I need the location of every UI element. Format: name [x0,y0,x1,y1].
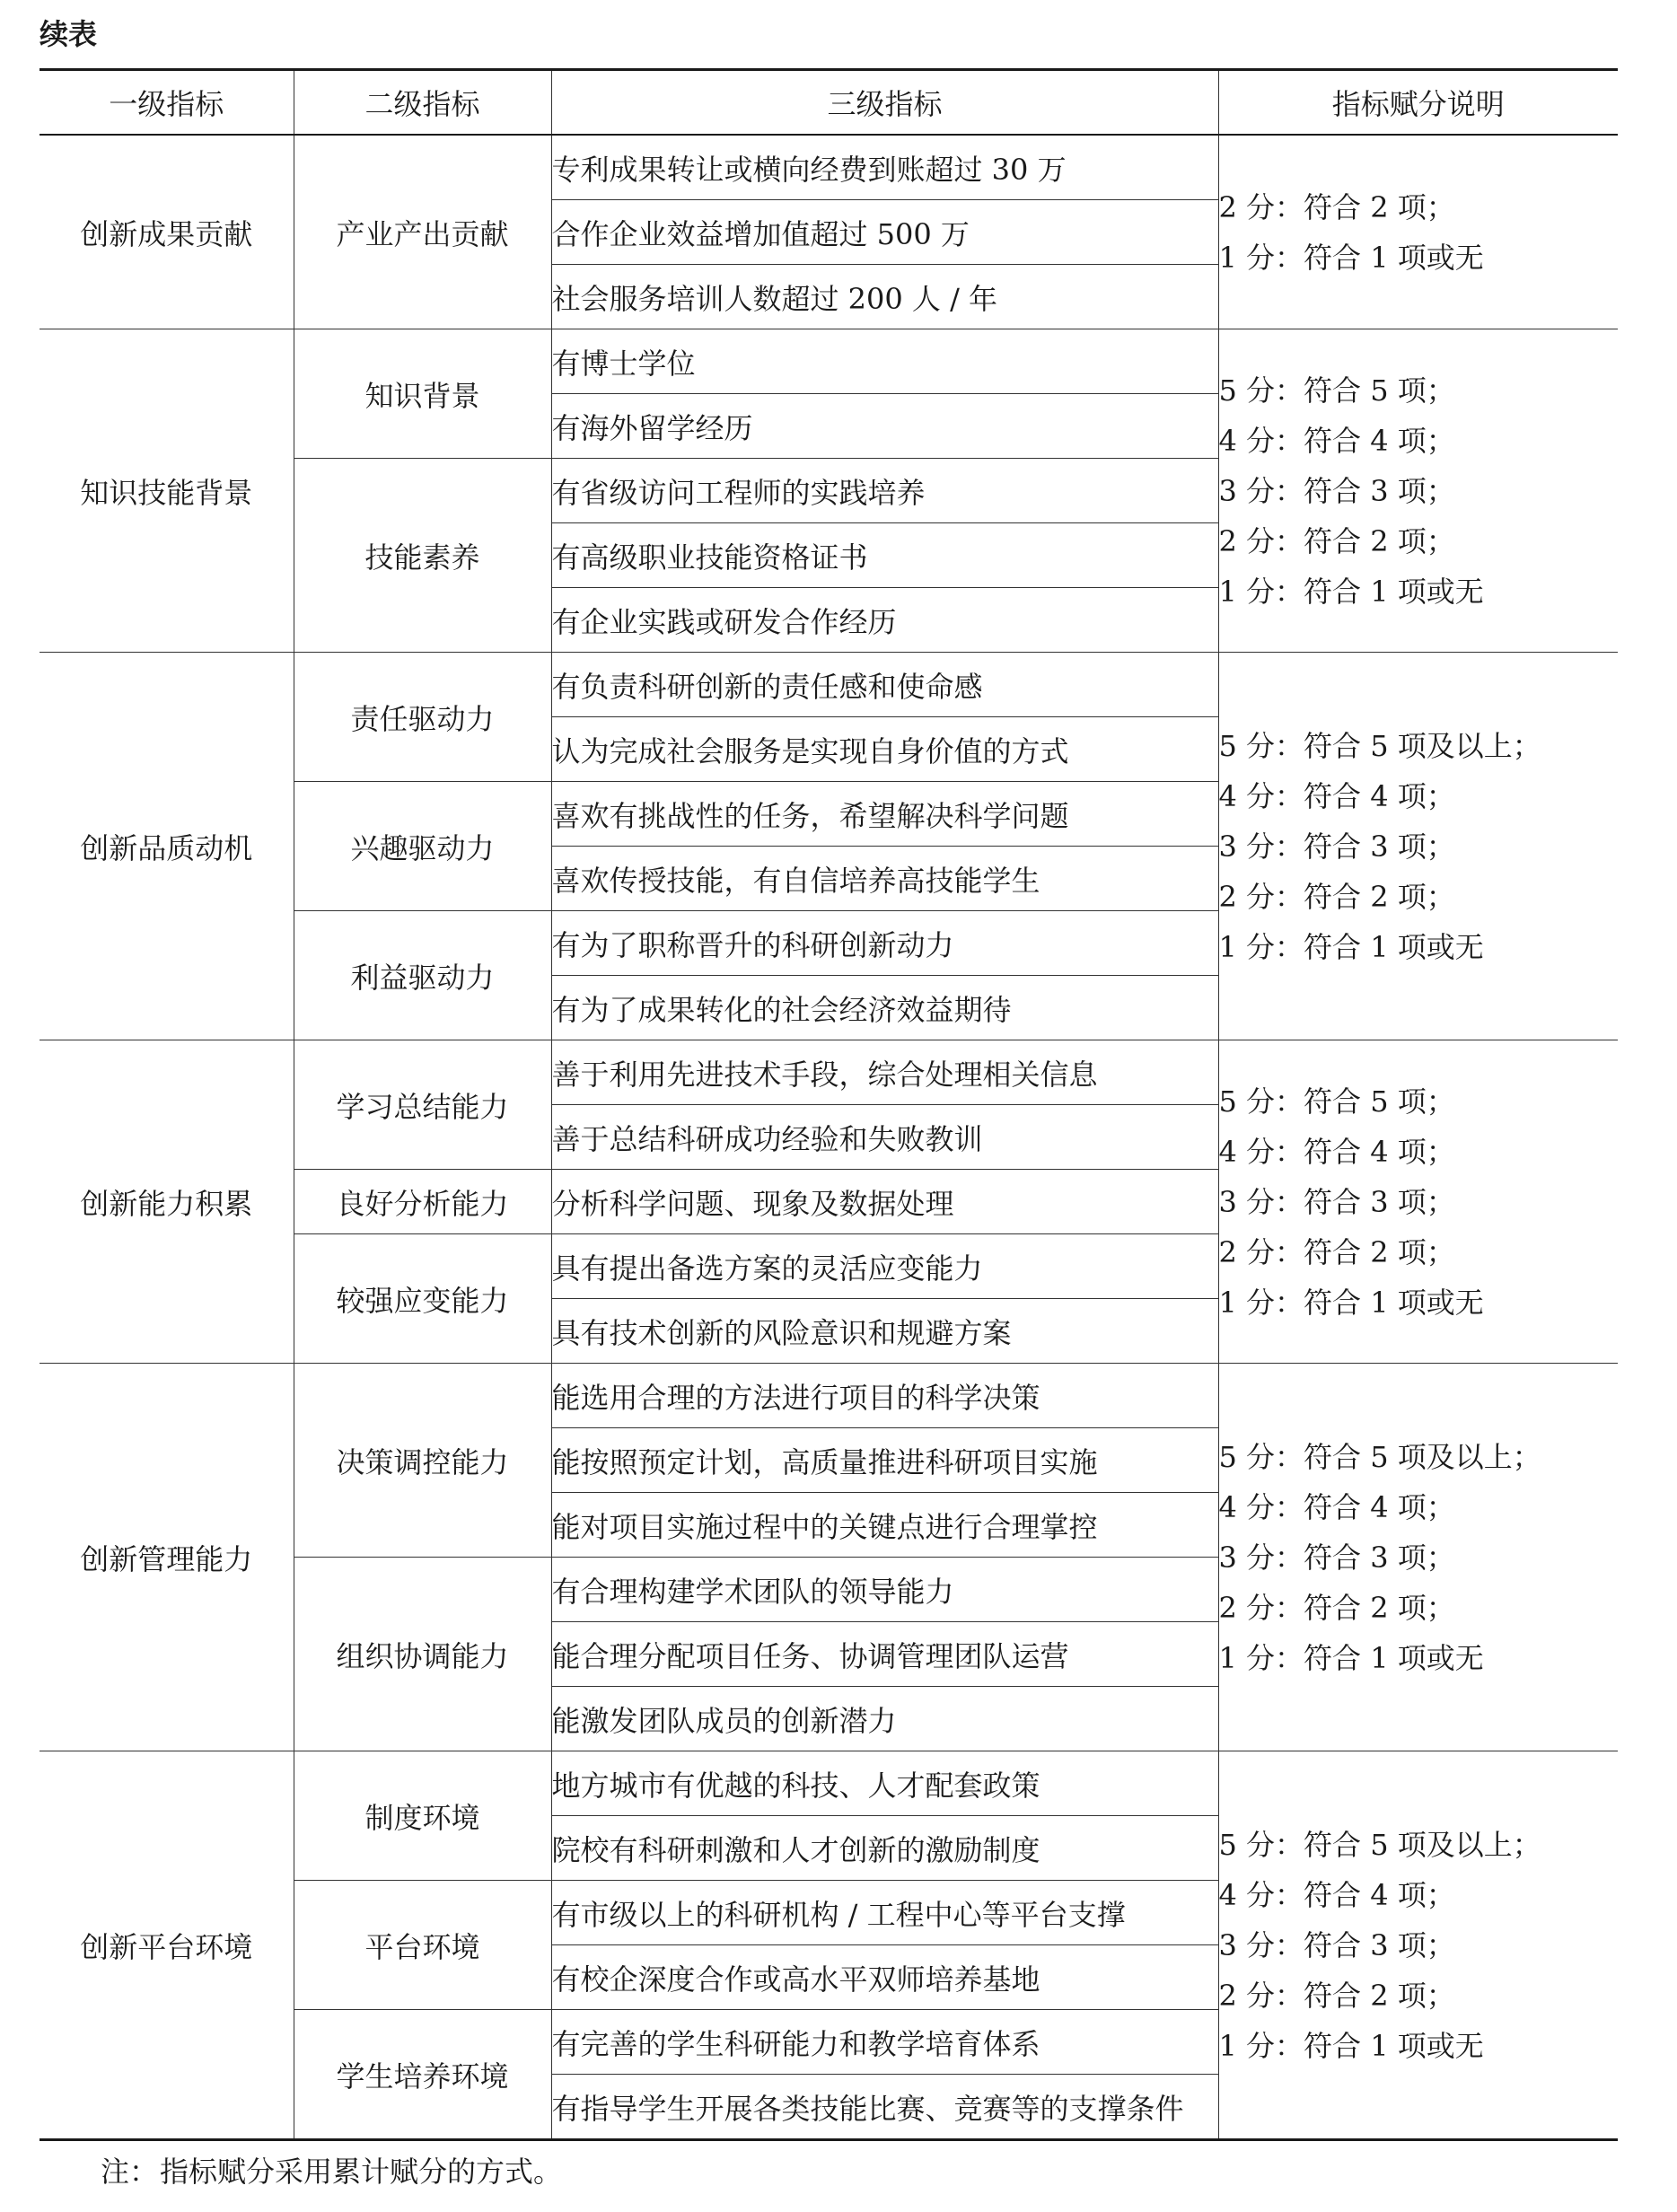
level2-indicator: 学习总结能力 [294,1040,551,1170]
level2-indicator: 良好分析能力 [294,1170,551,1234]
level2-indicator: 产业产出贡献 [294,135,551,329]
level3-indicator: 分析科学问题、现象及数据处理 [551,1170,1218,1234]
level2-indicator: 学生培养环境 [294,2010,551,2140]
scoring-line: 3 分：符合 3 项； [1218,1540,1455,1575]
scoring-line: 1 分：符合 1 项或无 [1218,240,1484,275]
level3-indicator: 专利成果转让或横向经费到账超过 30 万 [551,135,1218,200]
level3-indicator: 有省级访问工程师的实践培养 [551,459,1218,523]
header-level1: 一级指标 [40,70,294,136]
scoring-line: 2 分：符合 2 项； [1218,879,1455,914]
scoring-description [1218,135,1618,329]
scoring-line: 2 分：符合 2 项； [1218,1590,1455,1625]
level2-indicator: 较强应变能力 [294,1234,551,1364]
level2-indicator: 平台环境 [294,1881,551,2010]
header-level2: 二级指标 [294,70,551,136]
scoring-line: 4 分：符合 4 项； [1218,423,1455,458]
level2-indicator: 制度环境 [294,1751,551,1881]
level1-indicator: 创新成果贡献 [40,135,294,329]
table-row [40,653,1618,717]
scoring-line: 5 分：符合 5 项及以上； [1218,728,1541,763]
level3-indicator: 喜欢传授技能，有自信培养高技能学生 [551,847,1218,911]
scoring-line: 4 分：符合 4 项； [1218,1134,1455,1169]
level3-indicator: 能按照预定计划，高质量推进科研项目实施 [551,1428,1218,1493]
level3-indicator: 有校企深度合作或高水平双师培养基地 [551,1945,1218,2010]
level1-indicator: 创新平台环境 [40,1751,294,2140]
scoring-line: 3 分：符合 3 项； [1218,829,1455,864]
scoring-line: 2 分：符合 2 项； [1218,1978,1455,2013]
level3-indicator: 善于利用先进技术手段，综合处理相关信息 [551,1040,1218,1105]
level3-indicator: 有完善的学生科研能力和教学培育体系 [551,2010,1218,2075]
table-note [101,2149,562,2194]
header-level3: 三级指标 [551,70,1218,136]
scoring-line: 4 分：符合 4 项； [1218,778,1455,813]
level3-indicator: 社会服务培训人数超过 200 人 / 年 [551,265,1218,329]
level1-indicator: 创新能力积累 [40,1040,294,1364]
scoring-line: 2 分：符合 2 项； [1218,189,1455,224]
level1-indicator: 知识技能背景 [40,329,294,653]
table-row [40,1040,1618,1105]
table-caption: 续表 [40,17,98,51]
scoring-line: 1 分：符合 1 项或无 [1218,929,1484,964]
level3-indicator: 有指导学生开展各类技能比赛、竞赛等的支撑条件 [551,2075,1218,2140]
scoring-line: 3 分：符合 3 项； [1218,1184,1455,1219]
level3-indicator: 有高级职业技能资格证书 [551,523,1218,588]
level1-indicator: 创新管理能力 [40,1364,294,1751]
table-row [40,329,1618,394]
scoring-line: 5 分：符合 5 项； [1218,373,1455,408]
level3-indicator: 地方城市有优越的科技、人才配套政策 [551,1751,1218,1816]
scoring-description [1218,653,1618,1040]
scoring-line: 4 分：符合 4 项； [1218,1877,1455,1912]
scoring-description [1218,1364,1618,1751]
level3-indicator: 有负责科研创新的责任感和使命感 [551,653,1218,717]
table-row [40,1364,1618,1428]
scoring-line: 1 分：符合 1 项或无 [1218,1640,1484,1675]
level2-indicator: 兴趣驱动力 [294,782,551,911]
level3-indicator: 能激发团队成员的创新潜力 [551,1687,1218,1751]
level3-indicator: 能选用合理的方法进行项目的科学决策 [551,1364,1218,1428]
level3-indicator: 具有提出备选方案的灵活应变能力 [551,1234,1218,1299]
scoring-line: 5 分：符合 5 项； [1218,1084,1455,1119]
level3-indicator: 能合理分配项目任务、协调管理团队运营 [551,1622,1218,1687]
scoring-line: 3 分：符合 3 项； [1218,473,1455,508]
level2-indicator: 责任驱动力 [294,653,551,782]
header-scoring: 指标赋分说明 [1218,70,1618,136]
level3-indicator: 有合理构建学术团队的领导能力 [551,1558,1218,1622]
scoring-line: 1 分：符合 1 项或无 [1218,574,1484,609]
level2-indicator: 知识背景 [294,329,551,459]
level2-indicator: 技能素养 [294,459,551,653]
table-row [40,1751,1618,1816]
note-text: 指标赋分采用累计赋分的方式。 [160,2155,563,2189]
level2-indicator: 组织协调能力 [294,1558,551,1751]
scoring-line: 3 分：符合 3 项； [1218,1927,1455,1962]
level3-indicator: 能对项目实施过程中的关键点进行合理掌控 [551,1493,1218,1558]
table-row [40,135,1618,200]
indicator-table [40,68,1618,2141]
level3-indicator: 认为完成社会服务是实现自身价值的方式 [551,717,1218,782]
level3-indicator: 有海外留学经历 [551,394,1218,459]
level3-indicator: 有企业实践或研发合作经历 [551,588,1218,653]
note-label: 注： [101,2155,159,2189]
level3-indicator: 有市级以上的科研机构 / 工程中心等平台支撑 [551,1881,1218,1945]
level2-indicator: 决策调控能力 [294,1364,551,1558]
level1-indicator: 创新品质动机 [40,653,294,1040]
scoring-line: 5 分：符合 5 项及以上； [1218,1439,1541,1474]
level3-indicator: 有为了职称晋升的科研创新动力 [551,911,1218,976]
level3-indicator: 有博士学位 [551,329,1218,394]
header-row [40,70,1618,136]
level3-indicator: 善于总结科研成功经验和失败教训 [551,1105,1218,1170]
scoring-description [1218,329,1618,653]
level3-indicator: 合作企业效益增加值超过 500 万 [551,200,1218,265]
scoring-line: 1 分：符合 1 项或无 [1218,1285,1484,1320]
scoring-description [1218,1751,1618,2140]
scoring-line: 4 分：符合 4 项； [1218,1489,1455,1524]
scoring-line: 1 分：符合 1 项或无 [1218,2028,1484,2063]
scoring-line: 2 分：符合 2 项； [1218,523,1455,558]
scoring-line: 2 分：符合 2 项； [1218,1234,1455,1269]
scoring-line: 5 分：符合 5 项及以上； [1218,1827,1541,1862]
level2-indicator: 利益驱动力 [294,911,551,1040]
scoring-description [1218,1040,1618,1364]
level3-indicator: 具有技术创新的风险意识和规避方案 [551,1299,1218,1364]
level3-indicator: 喜欢有挑战性的任务，希望解决科学问题 [551,782,1218,847]
level3-indicator: 院校有科研刺激和人才创新的激励制度 [551,1816,1218,1881]
table-body [40,135,1618,2140]
level3-indicator: 有为了成果转化的社会经济效益期待 [551,976,1218,1040]
